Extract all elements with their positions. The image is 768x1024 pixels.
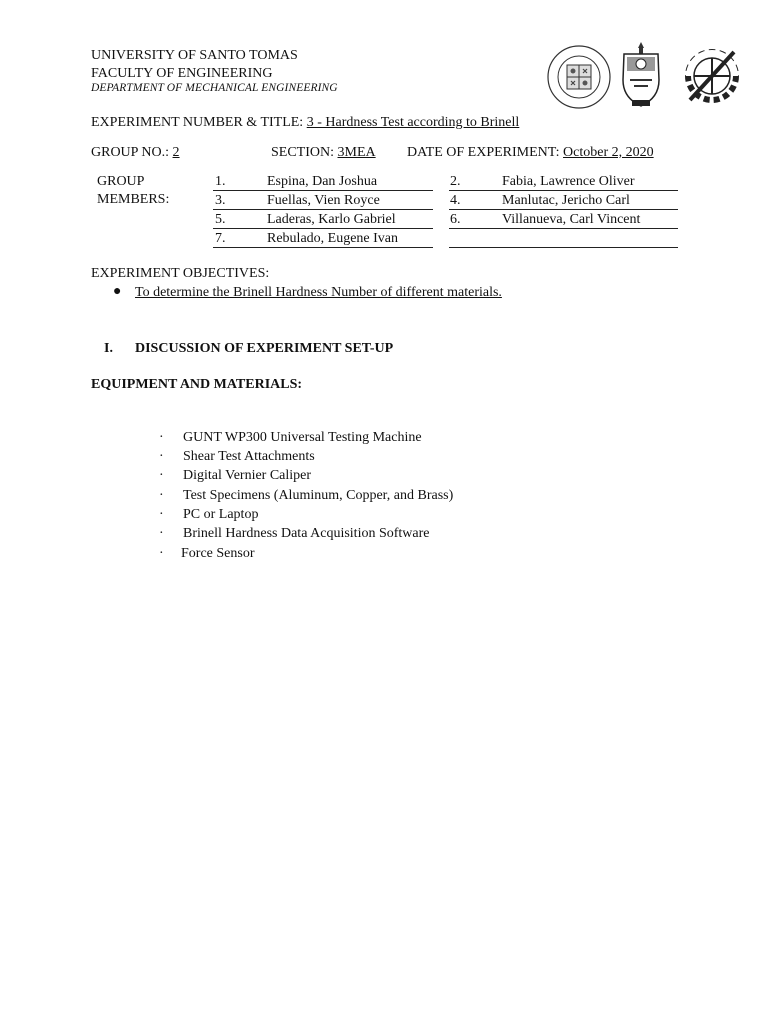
- member-number: 2.: [450, 174, 461, 189]
- date-value: October 2, 2020: [563, 145, 654, 160]
- university-name: UNIVERSITY OF SANTO TOMAS: [91, 48, 298, 63]
- section-value: 3MEA: [337, 145, 376, 160]
- list-item: Force Sensor: [181, 546, 255, 561]
- ust-seal-icon: [546, 44, 612, 110]
- member-underline: [449, 209, 678, 210]
- list-item: Digital Vernier Caliper: [183, 468, 312, 483]
- experiment-title-label: EXPERIMENT NUMBER & TITLE:: [91, 115, 304, 130]
- member-name: Rebulado, Eugene Ivan: [267, 231, 399, 246]
- section-label: SECTION:: [271, 145, 334, 160]
- member-number: 3.: [215, 193, 226, 208]
- group-value: 2: [172, 145, 180, 160]
- date-row: [407, 144, 654, 162]
- list-bullet: ·: [159, 507, 164, 522]
- group-number-row: [91, 144, 180, 162]
- section-numeral: I.: [104, 341, 113, 356]
- list-bullet: ·: [159, 488, 164, 503]
- member-name: Laderas, Karlo Gabriel: [267, 212, 396, 227]
- objective-item: To determine the Brinell Hardness Number of different materials.: [135, 285, 502, 300]
- member-underline: [213, 228, 433, 229]
- equipment-heading: EQUIPMENT AND MATERIALS:: [91, 377, 303, 392]
- list-bullet: ·: [159, 468, 164, 483]
- member-number: 4.: [450, 193, 461, 208]
- experiment-title-row: [91, 114, 519, 132]
- mechanical-gear-icon: [680, 42, 744, 108]
- list-item: PC or Laptop: [183, 507, 259, 522]
- list-bullet: ·: [159, 526, 164, 541]
- member-number: 7.: [215, 231, 226, 246]
- bullet-icon: ●: [113, 284, 122, 299]
- member-underline: [213, 247, 433, 248]
- members-label-line1: GROUP: [97, 174, 145, 189]
- member-underline: [213, 209, 433, 210]
- section-row: [271, 144, 376, 162]
- faculty-shield-icon: [618, 40, 664, 110]
- list-bullet: ·: [159, 546, 164, 561]
- member-name: Espina, Dan Joshua: [267, 174, 378, 189]
- section-heading: DISCUSSION OF EXPERIMENT SET-UP: [135, 341, 394, 356]
- member-number: 5.: [215, 212, 226, 227]
- member-underline-empty: [449, 247, 678, 248]
- list-bullet: ·: [159, 449, 164, 464]
- list-item: GUNT WP300 Universal Testing Machine: [183, 430, 422, 445]
- list-item: Brinell Hardness Data Acquisition Software: [183, 526, 430, 541]
- members-label-line2: MEMBERS:: [97, 192, 170, 207]
- member-number: 6.: [450, 212, 461, 227]
- member-name: Fuellas, Vien Royce: [267, 193, 380, 208]
- member-underline: [449, 228, 678, 229]
- member-name: Villanueva, Carl Vincent: [502, 212, 641, 227]
- date-label: DATE OF EXPERIMENT:: [407, 145, 560, 160]
- member-name: Fabia, Lawrence Oliver: [502, 174, 635, 189]
- member-underline: [213, 190, 433, 191]
- list-item: Shear Test Attachments: [183, 449, 315, 464]
- member-name: Manlutac, Jericho Carl: [502, 193, 630, 208]
- department-name: DEPARTMENT OF MECHANICAL ENGINEERING: [91, 82, 338, 94]
- group-label: GROUP NO.:: [91, 145, 170, 160]
- list-bullet: ·: [159, 430, 164, 445]
- experiment-title-value: 3 - Hardness Test according to Brinell: [306, 115, 520, 130]
- list-item: Test Specimens (Aluminum, Copper, and Brass): [183, 488, 454, 503]
- objectives-label: EXPERIMENT OBJECTIVES:: [91, 266, 270, 281]
- member-underline: [449, 190, 678, 191]
- faculty-name: FACULTY OF ENGINEERING: [91, 66, 273, 81]
- member-number: 1.: [215, 174, 226, 189]
